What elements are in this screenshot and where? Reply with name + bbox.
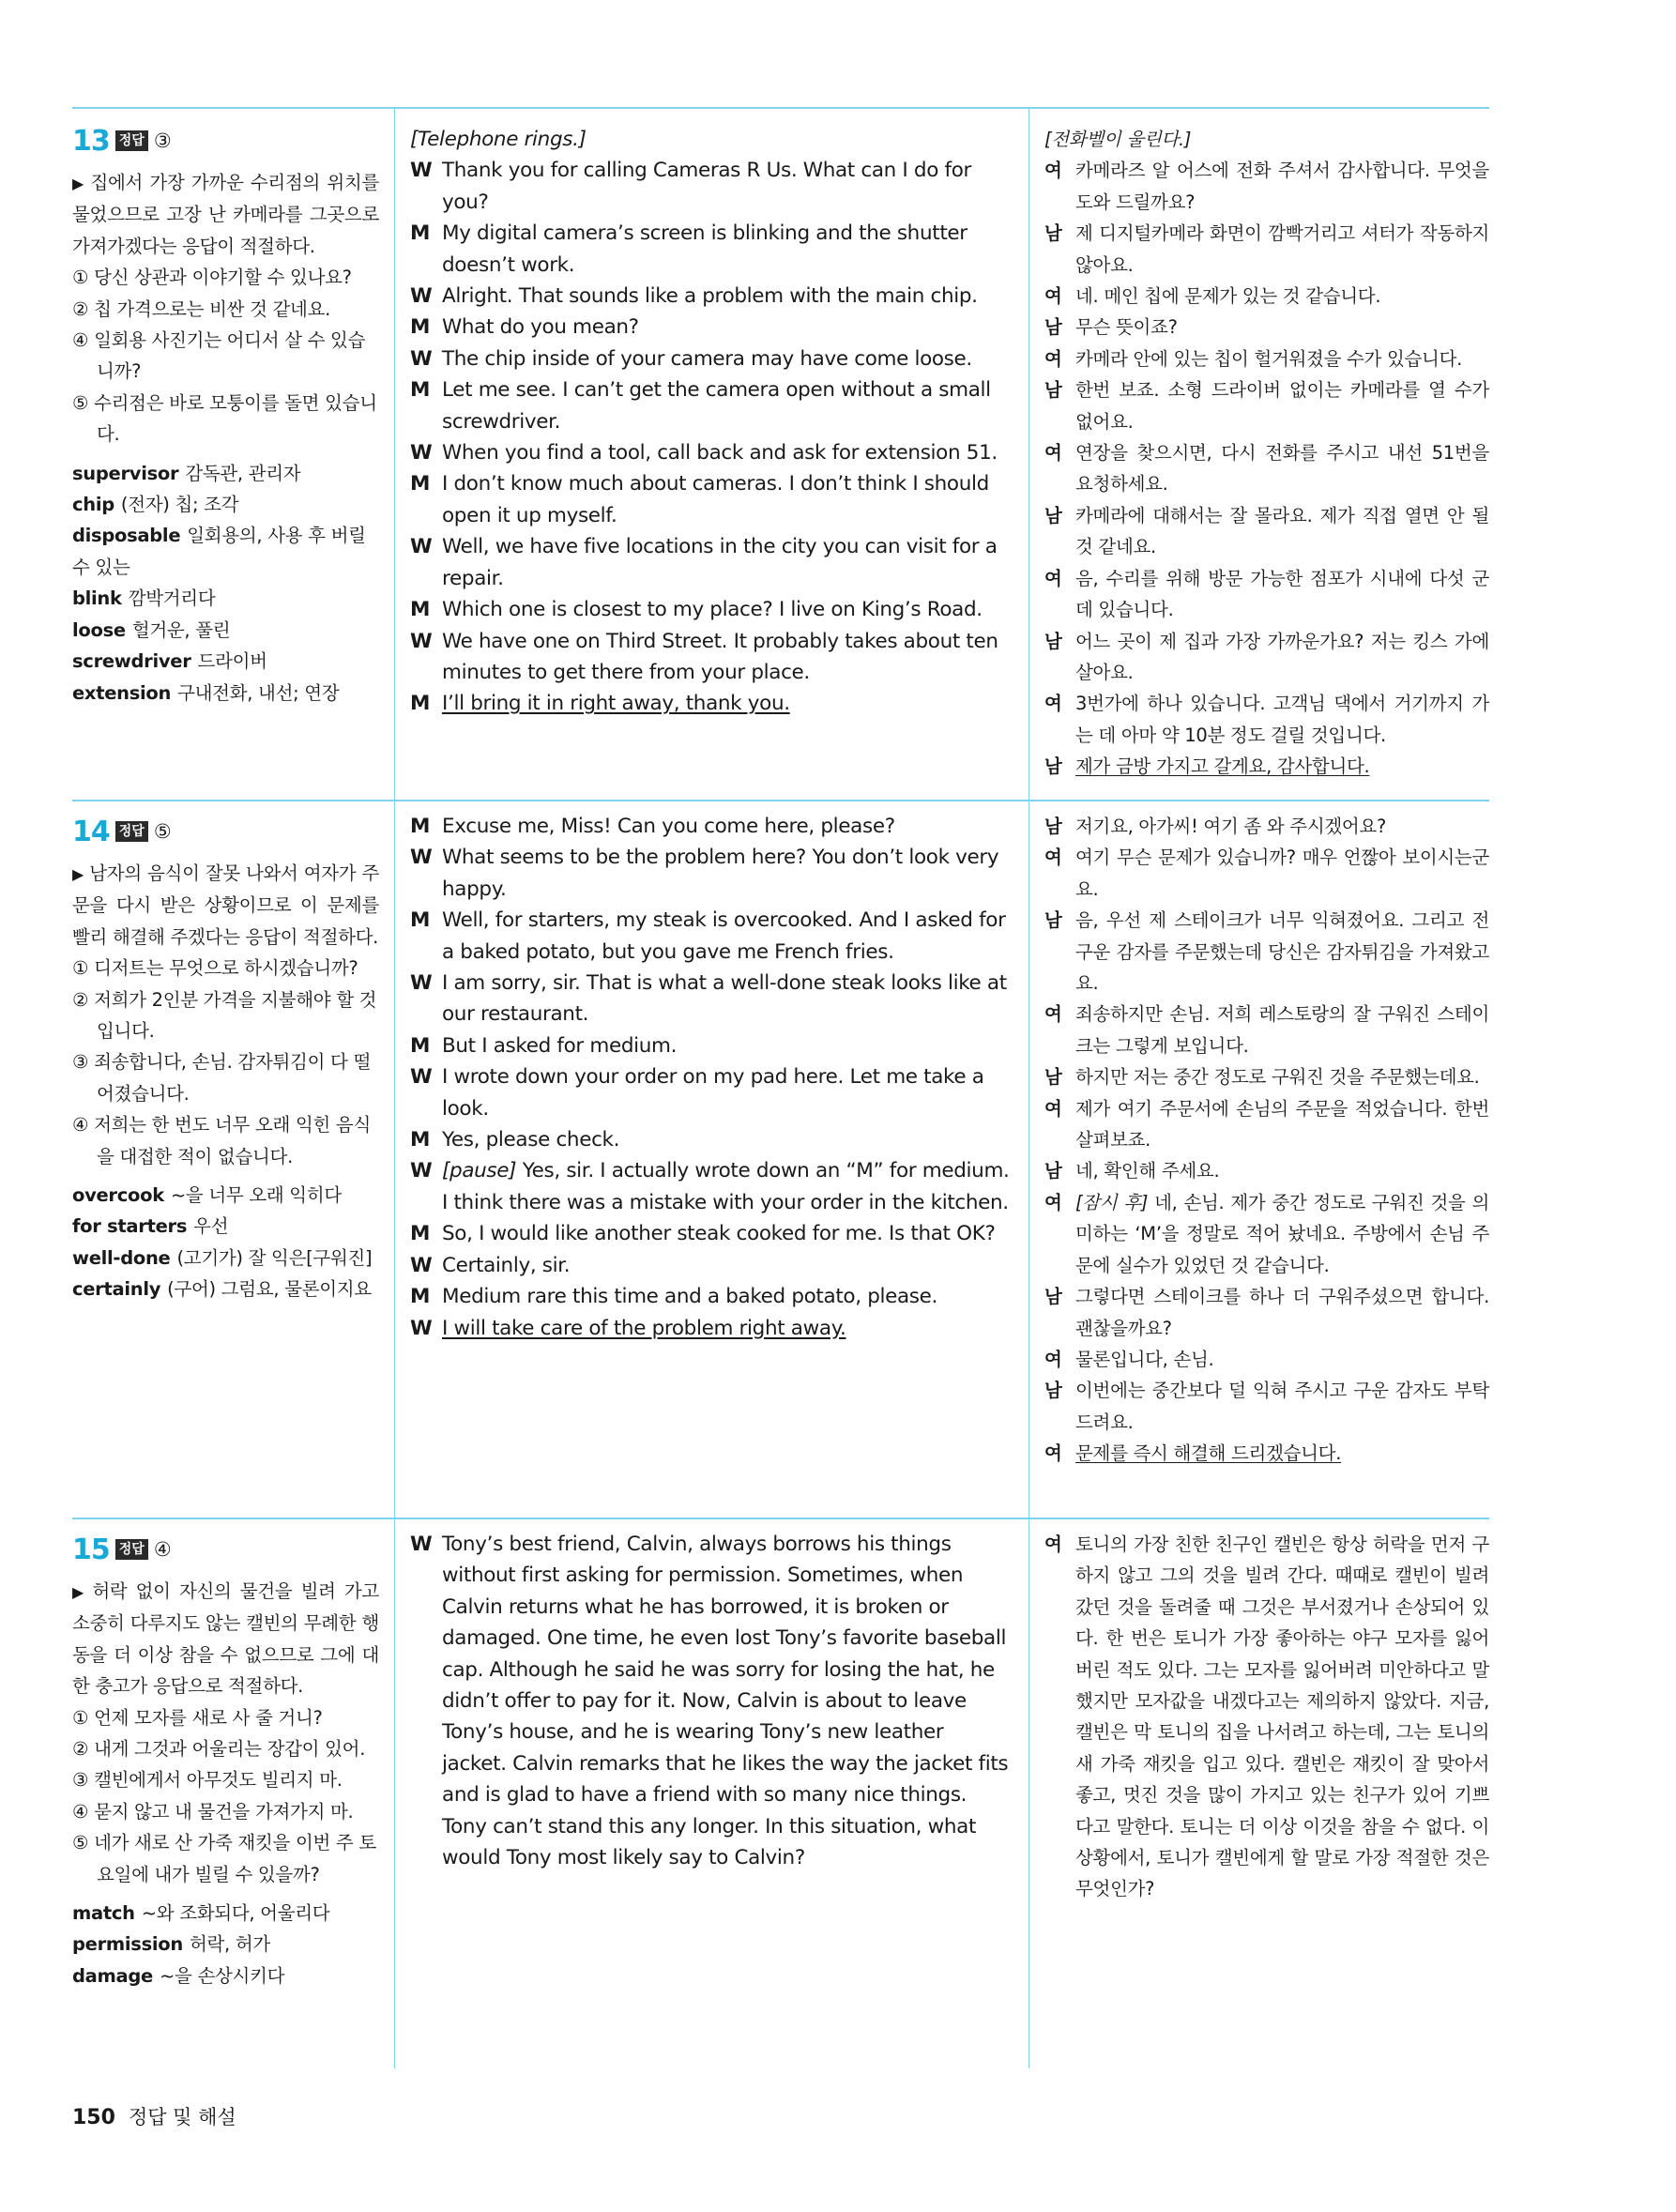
question-number: 15 bbox=[72, 1533, 110, 1566]
speaker: 남 bbox=[1044, 909, 1062, 932]
dialogue-line bbox=[410, 1218, 1011, 1249]
translation-line bbox=[1044, 1281, 1489, 1344]
option: ① 당신 상관과 이야기할 수 있나요? bbox=[72, 267, 352, 289]
dialogue-line bbox=[410, 594, 1011, 625]
line-text: But I asked for medium. bbox=[442, 1033, 678, 1058]
vocab-word: permission bbox=[72, 1933, 183, 1956]
dialogue-line-answer bbox=[410, 688, 1011, 719]
line-text: I am sorry, sir. That is what a well-done steak looks like at our restaurant. bbox=[442, 971, 1007, 1027]
speaker: M bbox=[410, 378, 431, 403]
korean-translation bbox=[1044, 124, 1489, 783]
vocab-item bbox=[72, 1929, 379, 1960]
line-text: 연장을 찾으시면, 다시 전화를 주시고 내선 51번을 요청하세요. bbox=[1075, 442, 1489, 496]
translation-line bbox=[1044, 218, 1489, 281]
vocab-word: chip bbox=[72, 494, 114, 516]
line-text: 무슨 뜻이죠? bbox=[1075, 316, 1178, 339]
option: ⑤ 네가 새로 산 가죽 재킷을 이번 주 토요일에 내가 빌릴 수 있을까? bbox=[72, 1832, 376, 1885]
line-text: 하지만 저는 중간 정도로 구워진 것을 주문했는데요. bbox=[1075, 1066, 1480, 1089]
answer-line-text: 제가 금방 가지고 갈게요, 감사합니다. bbox=[1075, 755, 1370, 778]
vocab-word: disposable bbox=[72, 525, 181, 547]
answer-line-text: I will take care of the problem right away. bbox=[442, 1316, 846, 1340]
vocab-meaning: ~을 너무 오래 익히다 bbox=[170, 1184, 342, 1207]
speaker: M bbox=[410, 692, 431, 716]
dialogue-line bbox=[410, 842, 1011, 905]
triangle-arrow-icon: ▶ bbox=[72, 1583, 87, 1601]
explanation-text: 집에서 가장 가까운 수리점의 위치를 물었으므로 고장 난 카메라를 그곳으로 가져가겠다는 응답이 적절하다. bbox=[72, 172, 379, 257]
speaker: 여 bbox=[1044, 1533, 1062, 1555]
section-divider-1 bbox=[72, 800, 1489, 801]
vocab-meaning: 일회용의, 사용 후 버릴 수 있는 bbox=[72, 525, 366, 578]
translation-lines bbox=[1044, 155, 1489, 782]
dialogue-line bbox=[410, 437, 1011, 468]
option-list bbox=[72, 262, 379, 450]
dialogue-line bbox=[410, 281, 1011, 312]
line-text: 3번가에 하나 있습니다. 고객님 댁에서 거기까지 가는 데 아마 약 10분 정도 걸릴 것입니다. bbox=[1075, 693, 1489, 746]
vocab-meaning: 우선 bbox=[193, 1215, 229, 1238]
option: ⑤ 수리점은 바로 모퉁이를 돌면 있습니다. bbox=[72, 391, 377, 446]
speaker: 남 bbox=[1044, 630, 1062, 652]
line-text: When you find a tool, call back and ask for extension 51. bbox=[442, 441, 998, 465]
explanation bbox=[72, 167, 379, 262]
translation-line bbox=[1044, 1061, 1489, 1092]
english-script bbox=[410, 124, 1011, 720]
speaker: M bbox=[410, 598, 431, 622]
speaker: W bbox=[410, 284, 433, 309]
dialogue-line bbox=[410, 1155, 1011, 1218]
translation-line bbox=[1044, 1155, 1489, 1186]
question-header bbox=[72, 1531, 379, 1568]
speaker: W bbox=[410, 1159, 433, 1183]
line-text: Certainly, sir. bbox=[442, 1253, 571, 1277]
dialogue-line bbox=[410, 811, 1011, 842]
pause-direction: [pause] bbox=[442, 1159, 517, 1183]
line-text: 네. 메인 칩에 문제가 있는 것 같습니다. bbox=[1075, 285, 1381, 308]
speaker: W bbox=[410, 629, 433, 653]
line-text: Tony’s best friend, Calvin, always borrows his things without first asking for permission. Sometimes, when Calvin returns what he has borrowed, it is broken or damaged. One time, he even lost Tony’s favorite baseball cap. Although he said he was sorry for losing the hat, he didn’t offer to pay for it. Now, Calvin is about to leave Tony’s house, and he is wearing Tony’s new leather jacket. Calvin remarks that he likes the way the jacket fits and is glad to have a friend with so many nice things. Tony can’t stand this any longer. In this situation, what would Tony most likely say to Calvin? bbox=[442, 1533, 1009, 1870]
speaker: 남 bbox=[1044, 1286, 1062, 1308]
monologue-line bbox=[410, 1529, 1011, 1873]
answer-number: ⑤ bbox=[153, 820, 172, 843]
korean-translation bbox=[1044, 811, 1489, 1470]
vocab-meaning: (고기가) 잘 익은[구워진] bbox=[176, 1246, 373, 1269]
monologue bbox=[410, 1529, 1011, 1873]
speaker: 남 bbox=[1044, 504, 1062, 526]
column-divider-1 bbox=[394, 107, 395, 2068]
explanation-text: 허락 없이 자신의 물건을 빌려 가고 소중히 다루지도 않는 캘빈의 무례한 행동을 더 이상 참을 수 없으므로 그에 대한 충고가 응답으로 적절하다. bbox=[72, 1580, 379, 1698]
explanation-column bbox=[72, 809, 379, 1305]
vocab-word: supervisor bbox=[72, 462, 179, 484]
answer-number: ③ bbox=[153, 130, 172, 152]
vocab-word: screwdriver bbox=[72, 650, 191, 673]
translation-line bbox=[1044, 1529, 1489, 1905]
line-text: So, I would like another steak cooked for me. Is that OK? bbox=[442, 1222, 996, 1246]
line-text: My digital camera’s screen is blinking and the shutter doesn’t work. bbox=[442, 221, 968, 277]
question-number: 14 bbox=[72, 815, 110, 848]
speaker: 여 bbox=[1044, 347, 1062, 370]
vocab-item bbox=[72, 1211, 379, 1242]
option: ③ 죄송합니다, 손님. 감자튀김이 다 떨어졌습니다. bbox=[72, 1051, 371, 1105]
dialogue-line bbox=[410, 531, 1011, 594]
vocab-item bbox=[72, 646, 379, 677]
translation-line bbox=[1044, 1093, 1489, 1156]
line-text: Excuse me, Miss! Can you come here, please? bbox=[442, 815, 895, 838]
option: ② 내게 그것과 어울리는 장갑이 있어. bbox=[72, 1738, 366, 1761]
translation-lines bbox=[1044, 1529, 1489, 1905]
option: ④ 저희는 한 번도 너무 오래 익힌 음식을 대접한 적이 없습니다. bbox=[72, 1114, 371, 1167]
dialogue-line bbox=[410, 155, 1011, 218]
translation-line bbox=[1044, 811, 1489, 842]
explanation bbox=[72, 858, 379, 953]
dialogue-line bbox=[410, 468, 1011, 531]
vocab-meaning: 드라이버 bbox=[197, 650, 267, 673]
speaker: 여 bbox=[1044, 693, 1062, 715]
speaker: 남 bbox=[1044, 816, 1062, 837]
vocab-word: well-done bbox=[72, 1246, 171, 1269]
speaker: 여 bbox=[1044, 1003, 1062, 1026]
explanation-column bbox=[72, 118, 379, 709]
option: ① 디저트는 무엇으로 하시겠습니까? bbox=[72, 957, 358, 980]
line-text: We have one on Third Street. It probably takes about ten minutes to get there from your place. bbox=[442, 629, 998, 684]
translation-line bbox=[1044, 1375, 1489, 1438]
answer-line-text: 문제를 즉시 해결해 드리겠습니다. bbox=[1075, 1442, 1342, 1465]
translation-line bbox=[1044, 312, 1489, 343]
option-list bbox=[72, 953, 379, 1172]
vocab-item bbox=[72, 520, 379, 583]
speaker: M bbox=[410, 1285, 431, 1309]
speaker: W bbox=[410, 535, 433, 559]
stage-direction: [Telephone rings.] bbox=[410, 128, 587, 151]
line-text: 그렇다면 스테이크를 하나 더 구워주셨으면 합니다. 괜찮을까요? bbox=[1075, 1286, 1489, 1339]
line-text: 이번에는 중간보다 덜 익혀 주시고 구운 감자도 부탁드려요. bbox=[1075, 1380, 1489, 1433]
vocab-item bbox=[72, 678, 379, 709]
vocab-list bbox=[72, 1180, 379, 1305]
vocab-list bbox=[72, 1898, 379, 1991]
line-text: 카메라즈 알 어스에 전화 주셔서 감사합니다. 무엇을 도와 드릴까요? bbox=[1075, 160, 1489, 213]
explanation-text: 남자의 음식이 잘못 나와서 여자가 주문을 다시 받은 상황이므로 이 문제를 빨리 해결해 주겠다는 응답이 적절하다. bbox=[72, 862, 379, 948]
dialogue-line bbox=[410, 1124, 1011, 1155]
line-text: Yes, sir. I actually wrote down an “M” for medium. I think there was a mistake with your order in the kitchen. bbox=[442, 1159, 1010, 1214]
line-text: 음, 우선 제 스테이크가 너무 익혀졌어요. 그리고 전 구운 감자를 주문했는데 당신은 감자튀김을 가져왔고요. bbox=[1075, 909, 1489, 995]
page-number: 150 bbox=[72, 2106, 115, 2129]
vocab-meaning: ~와 조화되다, 어울리다 bbox=[141, 1902, 330, 1925]
vocab-word: extension bbox=[72, 681, 172, 704]
translation-line bbox=[1044, 500, 1489, 563]
vocab-meaning: 허락, 허가 bbox=[189, 1933, 270, 1956]
triangle-arrow-icon: ▶ bbox=[72, 865, 84, 883]
dialogue bbox=[410, 811, 1011, 1344]
speaker: 여 bbox=[1044, 567, 1062, 589]
speaker: 여 bbox=[1044, 1191, 1062, 1213]
speaker: M bbox=[410, 315, 431, 340]
pause-direction: [잠시 후] bbox=[1075, 1191, 1149, 1213]
dialogue-line bbox=[410, 218, 1011, 281]
speaker: W bbox=[410, 1316, 433, 1340]
dialogue-line bbox=[410, 1250, 1011, 1281]
top-rule bbox=[72, 107, 1489, 109]
translation-line bbox=[1044, 999, 1489, 1061]
vocab-meaning: 헐거운, 풀린 bbox=[131, 618, 231, 641]
speaker: W bbox=[410, 846, 433, 870]
translation-line bbox=[1044, 281, 1489, 312]
vocab-word: overcook bbox=[72, 1184, 164, 1207]
vocab-word: match bbox=[72, 1902, 135, 1925]
option: ① 언제 모자를 새로 사 줄 거니? bbox=[72, 1706, 323, 1729]
speaker: 남 bbox=[1044, 316, 1062, 339]
vocab-item bbox=[72, 1898, 379, 1929]
translation-line bbox=[1044, 905, 1489, 999]
speaker: W bbox=[410, 1253, 433, 1277]
option: ② 칩 가격으로는 비싼 것 같네요. bbox=[72, 297, 331, 320]
vocab-list bbox=[72, 458, 379, 709]
translation-line bbox=[1044, 1187, 1489, 1281]
speaker: M bbox=[410, 908, 431, 933]
translation-line-answer bbox=[1044, 1438, 1489, 1469]
vocab-word: loose bbox=[72, 618, 126, 641]
vocab-word: certainly bbox=[72, 1278, 161, 1301]
answer-badge: 정답 bbox=[115, 1539, 148, 1560]
speaker: 남 bbox=[1044, 1066, 1062, 1089]
page-footer bbox=[72, 2102, 236, 2130]
explanation-column bbox=[72, 1527, 379, 1991]
line-text: Medium rare this time and a baked potato, please. bbox=[442, 1285, 938, 1309]
option: ④ 묻지 않고 내 물건을 가져가지 마. bbox=[72, 1800, 354, 1823]
line-text: 네, 확인해 주세요. bbox=[1075, 1160, 1220, 1182]
section-divider-2 bbox=[72, 1518, 1489, 1519]
translation-line-answer bbox=[1044, 751, 1489, 782]
option-list bbox=[72, 1702, 379, 1890]
dialogue-line bbox=[410, 905, 1011, 968]
speaker: 여 bbox=[1044, 1348, 1062, 1370]
line-text: Well, we have five locations in the city you can visit for a repair. bbox=[442, 535, 998, 590]
translation-line bbox=[1044, 437, 1489, 500]
vocab-item bbox=[72, 1243, 379, 1274]
line-text: Yes, please check. bbox=[442, 1128, 620, 1152]
speaker: M bbox=[410, 1128, 431, 1152]
dialogue-line bbox=[410, 374, 1011, 437]
speaker: W bbox=[410, 1065, 433, 1090]
line-text: 제 디지털카메라 화면이 깜빡거리고 셔터가 작동하지 않아요. bbox=[1075, 222, 1489, 276]
dialogue-line bbox=[410, 1281, 1011, 1312]
speaker: W bbox=[410, 159, 433, 183]
dialogue-line bbox=[410, 1030, 1011, 1061]
dialogue-line bbox=[410, 312, 1011, 343]
translation-line bbox=[1044, 626, 1489, 689]
dialogue-line bbox=[410, 1061, 1011, 1124]
line-text: Well, for starters, my steak is overcooked. And I asked for a baked potato, but you gave me French fries. bbox=[442, 908, 1006, 964]
line-text: 네, 손님. 제가 중간 정도로 구워진 것을 의미하는 ‘M’을 정말로 적어 놨네요. 주방에서 손님 주문에 실수가 있었던 것 같습니다. bbox=[1075, 1191, 1490, 1276]
option: ② 저희가 2인분 가격을 지불해야 할 것입니다. bbox=[72, 988, 377, 1043]
vocab-word: damage bbox=[72, 1964, 153, 1987]
speaker: 남 bbox=[1044, 755, 1062, 778]
speaker: 여 bbox=[1044, 160, 1062, 182]
vocab-item bbox=[72, 489, 379, 520]
speaker: W bbox=[410, 441, 433, 465]
question-number: 13 bbox=[72, 124, 110, 158]
option: ③ 캘빈에게서 아무것도 빌리지 마. bbox=[72, 1769, 343, 1792]
translation-line bbox=[1044, 563, 1489, 626]
vocab-item bbox=[72, 1274, 379, 1304]
dialogue bbox=[410, 155, 1011, 719]
translation-line bbox=[1044, 155, 1489, 218]
line-text: I don’t know much about cameras. I don’t think I should open it up myself. bbox=[442, 472, 989, 527]
line-text: 한번 보죠. 소형 드라이버 없이는 카메라를 열 수가 없어요. bbox=[1075, 379, 1489, 433]
dialogue-line-answer bbox=[410, 1313, 1011, 1344]
line-text: 저기요, 아가씨! 여기 좀 와 주시겠어요? bbox=[1075, 816, 1387, 837]
translation-line bbox=[1044, 1344, 1489, 1375]
speaker: 여 bbox=[1044, 285, 1062, 308]
explanation bbox=[72, 1576, 379, 1702]
english-script bbox=[410, 811, 1011, 1344]
translation-line bbox=[1044, 343, 1489, 374]
line-text: 카메라에 대해서는 잘 몰라요. 제가 직접 열면 안 될 것 같네요. bbox=[1075, 504, 1489, 558]
vocab-meaning: 구내전화, 내선; 연장 bbox=[177, 681, 340, 704]
stage-direction: [전화벨이 울린다.] bbox=[1044, 129, 1192, 150]
korean-translation bbox=[1044, 1529, 1489, 1905]
line-text: Thank you for calling Cameras R Us. What can I do for you? bbox=[442, 159, 971, 214]
question-header bbox=[72, 122, 379, 160]
speaker: 남 bbox=[1044, 379, 1062, 402]
line-text: 물론입니다, 손님. bbox=[1075, 1348, 1214, 1370]
line-text: 카메라 안에 있는 칩이 헐거워졌을 수가 있습니다. bbox=[1075, 347, 1463, 370]
line-text: 제가 여기 주문서에 손님의 주문을 적었습니다. 한번 살펴보죠. bbox=[1075, 1097, 1489, 1152]
option: ④ 일회용 사진기는 어디서 살 수 있습니까? bbox=[72, 329, 366, 383]
vocab-word: for starters bbox=[72, 1215, 188, 1238]
line-text: Let me see. I can’t get the camera open without a small screwdriver. bbox=[442, 378, 991, 434]
speaker: M bbox=[410, 472, 431, 496]
speaker: M bbox=[410, 1033, 431, 1058]
speaker: 여 bbox=[1044, 847, 1062, 869]
translation-line bbox=[1044, 688, 1489, 751]
question-header bbox=[72, 813, 379, 850]
translation-line bbox=[1044, 842, 1489, 905]
column-divider-2 bbox=[1028, 107, 1029, 2068]
speaker: 남 bbox=[1044, 1380, 1062, 1402]
line-text: Alright. That sounds like a problem with the main chip. bbox=[442, 284, 978, 309]
speaker: 남 bbox=[1044, 1160, 1062, 1182]
vocab-item bbox=[72, 615, 379, 646]
vocab-meaning: ~을 손상시키다 bbox=[159, 1964, 285, 1987]
vocab-meaning: 깜박거리다 bbox=[128, 587, 216, 610]
dialogue-line bbox=[410, 968, 1011, 1030]
speaker: M bbox=[410, 1222, 431, 1246]
line-text: 죄송하지만 손님. 저희 레스토랑의 잘 구워진 스테이크는 그렇게 보입니다. bbox=[1075, 1003, 1489, 1057]
speaker: 여 bbox=[1044, 1442, 1062, 1465]
line-text: What seems to be the problem here? You don’t look very happy. bbox=[442, 846, 999, 901]
vocab-meaning: (구어) 그럼요, 물론이지요 bbox=[167, 1278, 372, 1301]
speaker: 여 bbox=[1044, 1097, 1062, 1120]
vocab-item bbox=[72, 1180, 379, 1211]
vocab-meaning: (전자) 칩; 조각 bbox=[120, 494, 239, 516]
line-text: The chip inside of your camera may have come loose. bbox=[442, 346, 972, 371]
line-text: 음, 수리를 위해 방문 가능한 점포가 시내에 다섯 군데 있습니다. bbox=[1075, 567, 1489, 621]
vocab-item bbox=[72, 458, 379, 489]
line-text: What do you mean? bbox=[442, 315, 639, 340]
speaker: W bbox=[410, 1533, 433, 1556]
translation-line bbox=[1044, 374, 1489, 437]
line-text: 토니의 가장 친한 친구인 캘빈은 항상 허락을 먼저 구하지 않고 그의 것을 빌려 간다. 때때로 캘빈이 빌려 갔던 것을 돌려줄 때 그것은 부서졌거나 손상되어 있다. 한 번은 토니가 가장 좋아하는 야구 모자를 잃어버린 적도 있다. 그는 모자를 잃어버려 미안하다고 말했지만 모자값을 내겠다고는 제의하지 않았다. 지금, 캘빈은 막 토니의 집을 나서려고 하는데, 그는 토니의 새 가죽 재킷을 입고 있다. 캘빈은 재킷이 잘 맞아서 좋고, 멋진 것을 많이 가지고 있는 친구가 있어 기쁘다고 말한다. 토니는 더 이상 이것을 참을 수 없다. 이 상황에서, 토니가 캘빈에게 할 말로 가장 적절한 것은 무엇인가? bbox=[1075, 1533, 1489, 1900]
answer-number: ④ bbox=[153, 1538, 172, 1561]
line-text: 여기 무슨 문제가 있습니까? 매우 언짢아 보이시는군요. bbox=[1075, 847, 1489, 900]
dialogue-line bbox=[410, 343, 1011, 374]
vocab-word: blink bbox=[72, 587, 122, 610]
vocab-meaning: 감독관, 관리자 bbox=[185, 462, 301, 484]
vocab-item bbox=[72, 1960, 379, 1991]
translation-lines bbox=[1044, 811, 1489, 1470]
line-text: Which one is closest to my place? I live on King’s Road. bbox=[442, 598, 983, 622]
speaker: M bbox=[410, 221, 431, 246]
speaker: W bbox=[410, 346, 433, 371]
speaker: W bbox=[410, 971, 433, 996]
speaker: 남 bbox=[1044, 222, 1062, 245]
dialogue-line bbox=[410, 626, 1011, 689]
triangle-arrow-icon: ▶ bbox=[72, 175, 85, 192]
speaker: 여 bbox=[1044, 442, 1062, 465]
speaker: M bbox=[410, 815, 431, 838]
line-text: 어느 곳이 제 집과 가장 가까운가요? 저는 킹스 가에 살아요. bbox=[1075, 630, 1489, 683]
answer-badge: 정답 bbox=[115, 821, 148, 842]
answer-badge: 정답 bbox=[115, 130, 148, 151]
english-script bbox=[410, 1529, 1011, 1873]
vocab-item bbox=[72, 583, 379, 614]
answer-line-text: I’ll bring it in right away, thank you. bbox=[442, 692, 790, 716]
page-label: 정답 및 해설 bbox=[128, 2106, 236, 2128]
line-text: I wrote down your order on my pad here. Let me take a look. bbox=[442, 1065, 984, 1121]
